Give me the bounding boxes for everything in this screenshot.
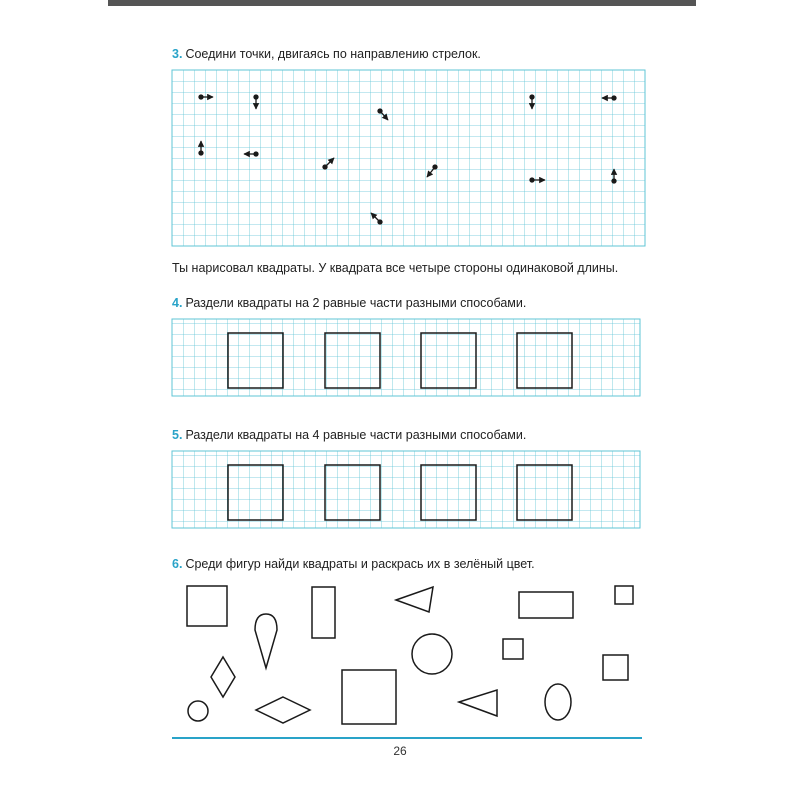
shape-square-2 (603, 655, 628, 680)
shape-rhombus-1 (211, 657, 235, 697)
shape-circle-2 (188, 701, 208, 721)
shapes-task-6 (187, 586, 633, 724)
shape-teardrop (255, 614, 277, 668)
task-4-text: Раздели квадраты на 2 равные части разными способами. (185, 296, 527, 310)
shape-square-small-2 (503, 639, 523, 659)
shape-ellipse (545, 684, 571, 720)
shape-tall-rectangle (312, 587, 335, 638)
task-6-number: 6. (172, 557, 183, 571)
task-3-number: 3. (172, 47, 183, 61)
grid-task-3 (172, 70, 645, 246)
shape-triangle-2 (459, 690, 497, 716)
shape-rhombus-2 (256, 697, 310, 723)
page-number: 26 (393, 744, 407, 758)
task-6-heading (172, 557, 535, 571)
task-6-text: Среди фигур найди квадраты и раскрась их в зелёный цвет. (185, 557, 535, 571)
shape-square-large (342, 670, 396, 724)
shape-square-small-1 (615, 586, 633, 604)
task-4-number: 4. (172, 296, 183, 310)
grid-task-4 (172, 319, 640, 396)
grid-task-5 (172, 451, 640, 528)
shape-wide-rectangle (519, 592, 573, 618)
task-5-text: Раздели квадраты на 4 равные части разными способами. (185, 428, 527, 442)
task-3-text: Соедини точки, двигаясь по направлению стрелок. (185, 47, 481, 61)
info-note: Ты нарисовал квадраты. У квадрата все четыре стороны одинаковой длины. (172, 261, 619, 275)
footer-divider (172, 737, 642, 739)
shape-circle-1 (412, 634, 452, 674)
task-5-heading (172, 428, 526, 442)
task-5-number: 5. (172, 428, 183, 442)
shape-square-1 (187, 586, 227, 626)
shape-triangle-1 (396, 587, 433, 612)
task-4-heading (172, 296, 526, 310)
